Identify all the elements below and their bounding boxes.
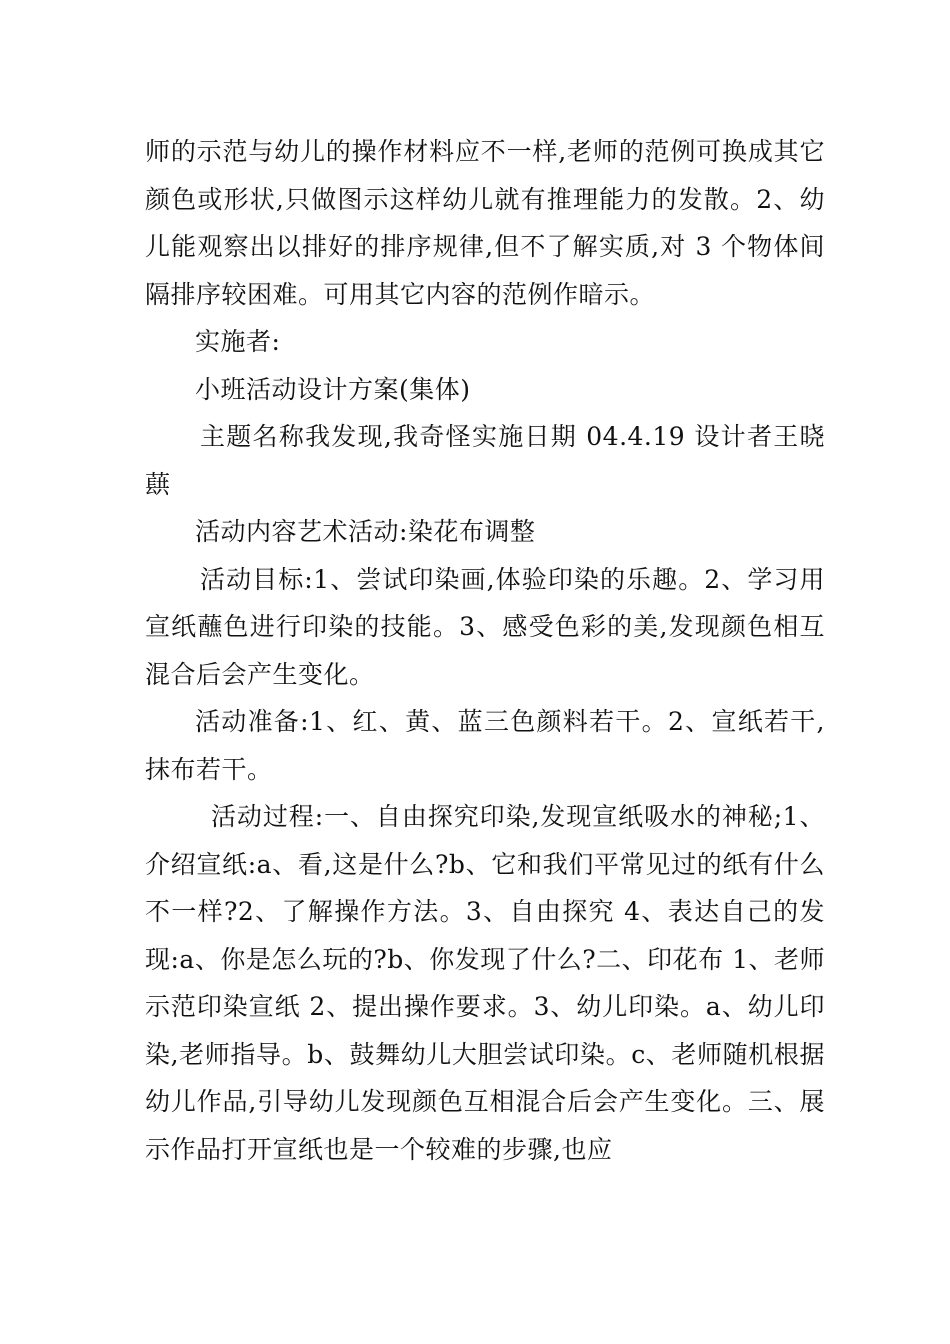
document-body <box>145 128 825 1173</box>
paragraph-implementer: 实施者: <box>195 327 281 356</box>
paragraph-plan-title: 小班活动设计方案(集体) <box>195 374 471 404</box>
paragraph-theme: 主题名称我发现,我奇怪实施日期 04.4.19 设计者王晓蕻 <box>145 422 825 499</box>
paragraph-activity-content: 活动内容艺术活动:染花布调整 <box>195 517 536 546</box>
paragraph-activity-goals: 活动目标:1、尝试印染画,体验印染的乐趣。2、学习用宣纸蘸色进行印染的技能。3、感受色彩的美,发现颜色相互混合后会产生变化。 <box>145 564 825 689</box>
paragraph-activity-process: 活动过程:一、自由探究印染,发现宣纸吸水的神秘;1、介绍宣纸:a、看,这是什么?b、它和我们平常见过的纸有什么不一样?2、了解操作方法。3、自由探究 4、表达自己的发现:a、你是怎么玩的?b、你发现了什么?二、印花布 1、老师示范印染宣纸 2、提出操作要求。3、幼儿印染。a、幼儿印染,老师指导。b、鼓舞幼儿大胆尝试印染。c、老师随机根据幼儿作品,引导幼儿发现颜色互相混合后会产生变化。三、展示作品打开宣纸也是一个较难的步骤,也应 <box>145 802 825 1164</box>
paragraph-continuation: 师的示范与幼儿的操作材料应不一样,老师的范例可换成其它颜色或形状,只做图示这样幼儿就有推理能力的发散。2、幼儿能观察出以排好的排序规律,但不了解实质,对 3 个物体间隔排序较困难。可用其它内容的范例作暗示。 <box>145 137 825 309</box>
paragraph-activity-preparation: 活动准备:1、红、黄、蓝三色颜料若干。2、宣纸若干,抹布若干。 <box>145 707 825 784</box>
